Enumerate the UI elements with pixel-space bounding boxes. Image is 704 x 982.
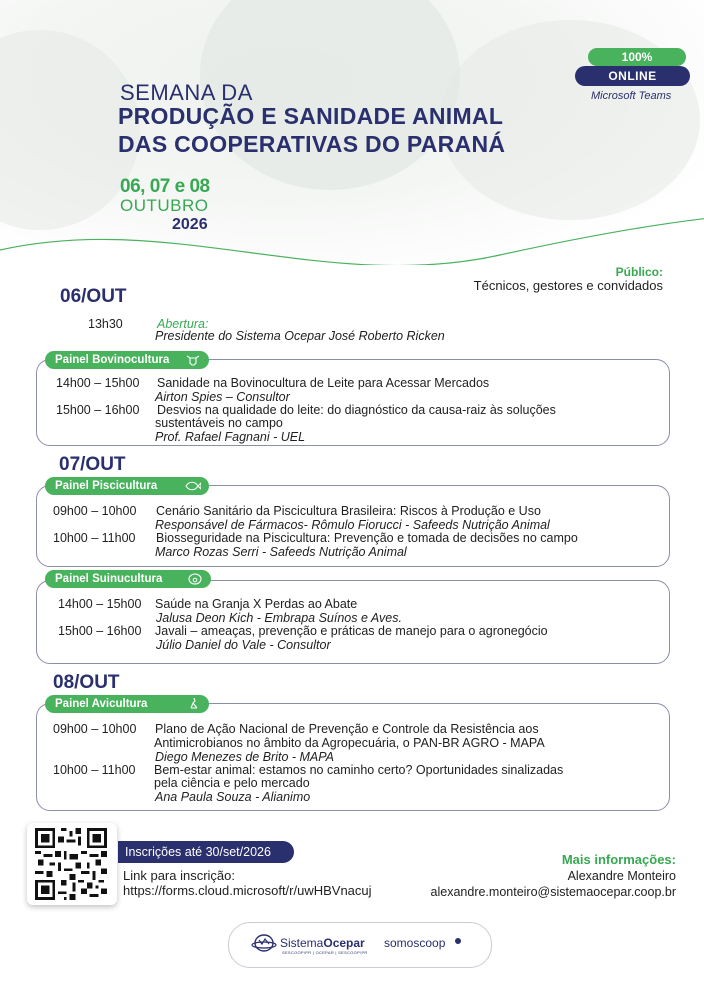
session-time: 09h00 – 10h00	[53, 504, 137, 518]
ocepar-logo-bold: Ocepar	[323, 936, 365, 950]
globe-icon	[251, 933, 277, 953]
registration-deadline: Inscrições até 30/set/2026	[118, 841, 294, 863]
session-speaker: Júlio Daniel do Vale - Consultor	[156, 638, 331, 652]
session-speaker: Responsável de Fármacos- Rômulo Fiorucci - Safeeds Nutrição Animal	[155, 518, 550, 532]
session-time: 14h00 – 15h00	[56, 376, 140, 390]
chicken-icon	[185, 697, 201, 711]
session-time: 10h00 – 11h00	[53, 763, 136, 777]
session-title: Bem-estar animal: estamos no caminho certo? Oportunidades sinalizadas	[154, 763, 564, 777]
opening-label: Abertura:	[157, 317, 209, 331]
session-speaker: Jalusa Deon Kich - Embrapa Suínos e Aves.	[156, 611, 402, 625]
audience-label: Público:	[615, 265, 663, 279]
hero-wave	[0, 200, 704, 265]
contact-email[interactable]: alexandre.monteiro@sistemaocepar.coop.br	[430, 885, 676, 899]
contact-label: Mais informações:	[561, 852, 676, 867]
title-main	[118, 102, 505, 158]
title-line-2: PRODUÇÃO E SANIDADE ANIMAL	[118, 103, 504, 129]
online-badge: ONLINE	[575, 66, 690, 86]
cow-icon	[185, 353, 201, 367]
session-title-cont: sustentáveis no campo	[155, 416, 283, 430]
session-speaker: Prof. Rafael Fagnani - UEL	[155, 430, 306, 444]
day-heading: 08/OUT	[53, 672, 120, 693]
day-heading: 07/OUT	[59, 454, 126, 475]
session-speaker: Marco Rozas Serri - Safeeds Nutrição Animal	[155, 545, 407, 559]
session-title: Cenário Sanitário da Piscicultura Brasileira: Riscos à Produção e Uso	[156, 504, 541, 518]
opening-speaker: Presidente do Sistema Ocepar José Roberto Ricken	[155, 329, 445, 343]
event-month: OUTUBRO	[120, 196, 209, 215]
day-heading: 06/OUT	[60, 286, 127, 307]
session-time: 15h00 – 16h00	[58, 624, 142, 638]
panel-name: Painel Suinucultura	[55, 573, 163, 585]
session-title: Desvios na qualidade do leite: do diagnóstico da causa-raiz às soluções	[157, 403, 556, 417]
event-dates: 06, 07 e 08	[120, 176, 210, 197]
session-title: Javali – ameaças, prevenção e práticas de manejo para o agronegócio	[155, 624, 548, 638]
somoscoop-logo: somoscoop	[384, 936, 446, 950]
panel-tag-piscicultura	[45, 477, 209, 495]
title-line-1: SEMANA DA	[120, 80, 253, 105]
panel-name: Painel Piscicultura	[55, 480, 158, 492]
event-year: 2026	[172, 216, 208, 233]
session-time: 15h00 – 16h00	[56, 403, 140, 417]
session-time: 10h00 – 11h00	[53, 531, 136, 545]
qr-code-card[interactable]	[27, 823, 117, 905]
registration-link-label: Link para inscrição:	[123, 868, 235, 883]
panel-tag-suinucultura	[45, 570, 211, 588]
panel-tag-bovinocultura	[45, 351, 209, 369]
somoscoop-dot-icon	[454, 937, 462, 945]
session-time: 14h00 – 15h00	[58, 597, 142, 611]
registration-link[interactable]: https://forms.cloud.microsoft/r/uwHBVnacuj	[123, 883, 372, 898]
session-title-cont: pela ciência e pelo mercado	[154, 776, 310, 790]
panel-name: Painel Bovinocultura	[55, 354, 170, 366]
session-speaker: Ana Paula Souza - Alianimo	[155, 790, 311, 804]
fish-icon	[185, 479, 201, 493]
session-speaker: Airton Spies – Consultor	[155, 390, 290, 404]
ocepar-logo-subtitle: SESCOOP/PR | OCEPAR | SESCOOP/PR	[282, 950, 368, 955]
session-title: Sanidade na Bovinocultura de Leite para Acessar Mercados	[157, 376, 490, 390]
ocepar-logo	[280, 936, 365, 950]
session-title-cont: Antimicrobianos no âmbito da Agropecuária, o PAN-BR AGRO - MAPA	[154, 736, 545, 750]
pig-icon	[187, 572, 203, 586]
contact-name: Alexandre Monteiro	[567, 869, 676, 883]
platform-label: Microsoft Teams	[591, 90, 672, 102]
session-time: 09h00 – 10h00	[53, 722, 137, 736]
panel-tag-avicultura	[45, 695, 209, 713]
session-speaker: Diego Menezes de Brito - MAPA	[155, 750, 335, 764]
title-line-3: DAS COOPERATIVAS DO PARANÁ	[118, 131, 506, 157]
percent-badge: 100%	[588, 48, 686, 66]
opening-time: 13h30	[88, 317, 123, 331]
qr-code[interactable]	[35, 828, 107, 900]
session-title: Biosseguridade na Piscicultura: Prevenção e tomada de decisões no campo	[156, 531, 578, 545]
panel-box-avicultura	[36, 703, 670, 811]
session-title: Plano de Ação Nacional de Prevenção e Controle da Resistência aos	[155, 722, 539, 736]
session-title: Saúde na Granja X Perdas ao Abate	[155, 597, 358, 611]
panel-name: Painel Avicultura	[55, 698, 148, 710]
ocepar-logo-prefix: Sistema	[280, 936, 324, 950]
audience-text: Técnicos, gestores e convidados	[473, 278, 663, 293]
